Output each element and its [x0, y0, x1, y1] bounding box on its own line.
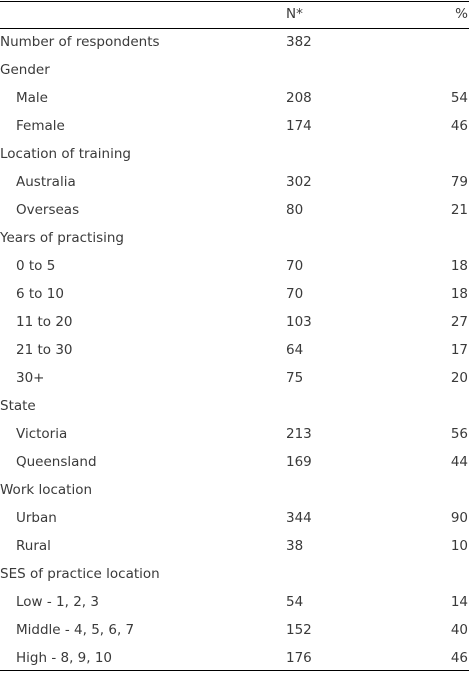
- row-percent: 40: [450, 622, 468, 638]
- row-label: Female: [16, 118, 65, 134]
- header-percent: %: [455, 6, 468, 22]
- row-n: 174: [286, 118, 312, 134]
- row-n: 70: [286, 286, 304, 302]
- row-n: 38: [286, 538, 304, 554]
- table-row: [0, 560, 469, 588]
- row-label: Australia: [16, 174, 76, 190]
- row-n: 344: [286, 510, 312, 526]
- row-n: 302: [286, 174, 312, 190]
- row-n: 103: [286, 314, 312, 330]
- row-percent: 90: [450, 510, 468, 526]
- table-bottom-rule: [0, 670, 469, 671]
- row-percent: 46: [450, 650, 468, 666]
- row-percent: 18: [450, 286, 468, 302]
- table-row: [0, 532, 469, 560]
- row-label: Rural: [16, 538, 51, 554]
- table-row: [0, 84, 469, 112]
- row-label: Low - 1, 2, 3: [16, 594, 99, 610]
- row-label: Number of respondents: [0, 34, 160, 50]
- row-n: 169: [286, 454, 312, 470]
- row-percent: 14: [450, 594, 468, 610]
- row-label: SES of practice location: [0, 566, 160, 582]
- row-percent: 10: [450, 538, 468, 554]
- table-row: [0, 448, 469, 476]
- row-n: 176: [286, 650, 312, 666]
- row-n: 54: [286, 594, 304, 610]
- row-percent: 79: [450, 174, 468, 190]
- table-row: [0, 392, 469, 420]
- row-label: Location of training: [0, 146, 131, 162]
- table-row: [0, 588, 469, 616]
- row-n: 208: [286, 90, 312, 106]
- row-label: Overseas: [16, 202, 80, 218]
- row-percent: 21: [450, 202, 468, 218]
- table-row: [0, 28, 469, 56]
- row-label: Work location: [0, 482, 93, 498]
- table-row: [0, 196, 469, 224]
- row-label: 6 to 10: [16, 286, 64, 302]
- table-row: [0, 504, 469, 532]
- row-percent: 20: [450, 370, 468, 386]
- row-percent: 54: [450, 90, 468, 106]
- table-header-row: [0, 0, 469, 28]
- row-n: 213: [286, 426, 312, 442]
- row-n: 75: [286, 370, 304, 386]
- row-label: Victoria: [16, 426, 68, 442]
- table-row: [0, 644, 469, 672]
- row-n: 64: [286, 342, 304, 358]
- row-n: 80: [286, 202, 304, 218]
- row-n: 70: [286, 258, 304, 274]
- row-label: 30+: [16, 370, 45, 386]
- table-row: [0, 168, 469, 196]
- row-label: Years of practising: [0, 230, 124, 246]
- row-label: 0 to 5: [16, 258, 56, 274]
- table-row: [0, 112, 469, 140]
- table-row: [0, 616, 469, 644]
- row-percent: 18: [450, 258, 468, 274]
- row-label: Middle - 4, 5, 6, 7: [16, 622, 135, 638]
- row-label: Urban: [16, 510, 57, 526]
- row-percent: 44: [450, 454, 468, 470]
- row-label: State: [0, 398, 36, 414]
- row-label: 21 to 30: [16, 342, 73, 358]
- row-percent: 56: [450, 426, 468, 442]
- row-label: High - 8, 9, 10: [16, 650, 113, 666]
- row-label: Male: [16, 90, 48, 106]
- row-percent: 46: [450, 118, 468, 134]
- table-row: [0, 420, 469, 448]
- row-n: 382: [286, 34, 312, 50]
- table-row: [0, 56, 469, 84]
- table-row: [0, 224, 469, 252]
- table-row: [0, 308, 469, 336]
- row-percent: 17: [450, 342, 468, 358]
- table-row: [0, 252, 469, 280]
- row-percent: 27: [450, 314, 468, 330]
- table-row: [0, 364, 469, 392]
- table-row: [0, 476, 469, 504]
- table-row: [0, 336, 469, 364]
- header-n: N*: [286, 6, 303, 22]
- row-label: 11 to 20: [16, 314, 73, 330]
- table-row: [0, 140, 469, 168]
- table-row: [0, 280, 469, 308]
- row-n: 152: [286, 622, 312, 638]
- row-label: Gender: [0, 62, 50, 78]
- row-label: Queensland: [16, 454, 97, 470]
